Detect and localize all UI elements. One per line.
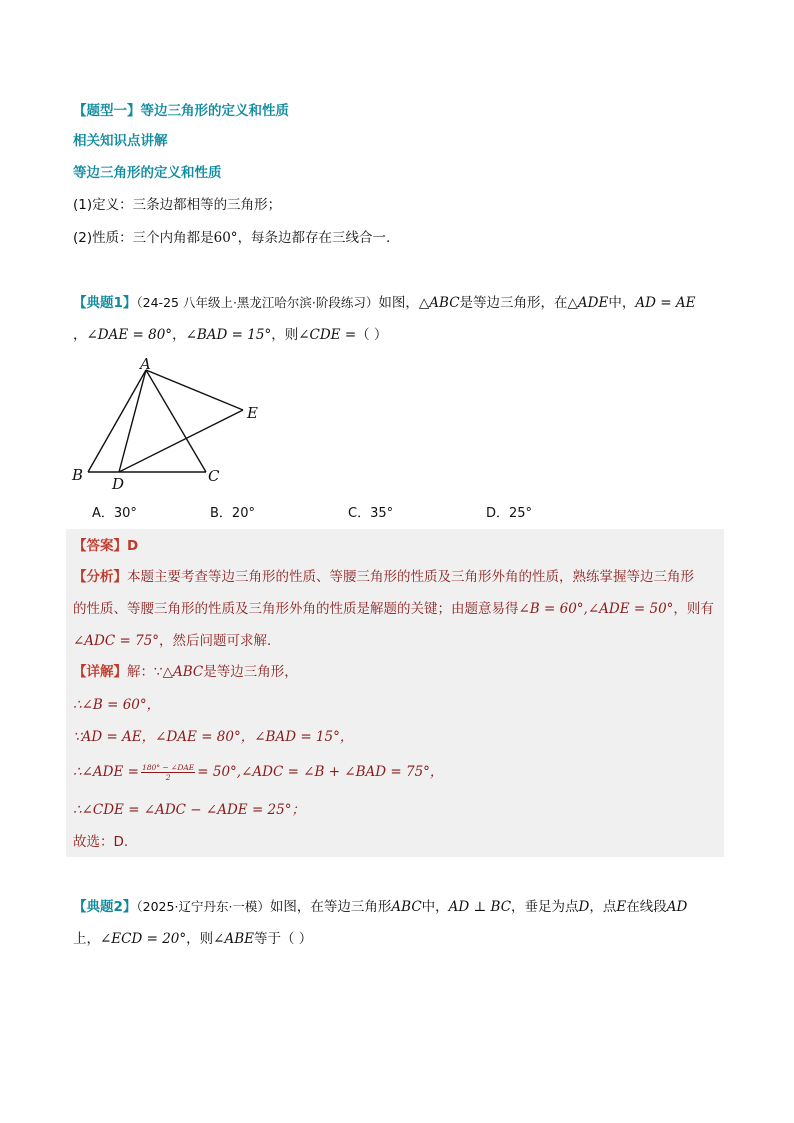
detail-line3: ∵AD = AE，∠DAE = 80°，∠BAD = 15°， [73, 729, 354, 745]
detail-fraction [141, 763, 195, 782]
definition-line: (1)定义：三条边都相等的三角形； [73, 197, 282, 213]
example2-text-2b: ，则 [186, 931, 214, 947]
example1-text-b: 是等边三角形，在 [459, 295, 568, 311]
property-line [73, 228, 390, 248]
analysis-text-2a: 的性质、等腰三角形的性质及三角形外角的性质是解题的关键；由题意易得 [73, 601, 519, 617]
analysis-math-2: ∠B = 60°,∠ADE = 50° [518, 601, 674, 617]
option-c[interactable]: C．35° [348, 506, 394, 521]
property-angle: 60° [213, 230, 238, 246]
example1-text-d: ，则 [271, 327, 299, 343]
fraction-denominator: 2 [165, 773, 171, 782]
example1-eq-ad-ae: AD = AE [635, 295, 696, 311]
detail-text-1b: 是等边三角形， [203, 664, 298, 680]
example2-text-d: ，点 [589, 899, 617, 915]
example1-triangle-abc: △ABC [418, 295, 460, 311]
detail-line5: ∴∠CDE = ∠ADC − ∠ADE = 25°； [73, 802, 305, 818]
example1-line1 [73, 293, 695, 313]
detail-tag: 【详解】 [73, 664, 127, 680]
example2-text-e: 在线段 [626, 899, 667, 915]
example2-math-perp: AD ⊥ BC [448, 899, 512, 915]
knowledge-heading: 相关知识点讲解 [73, 133, 168, 149]
example1-source: （24-25 八年级上·黑龙江哈尔滨·阶段练习） [136, 295, 379, 310]
detail-line6: 故选：D. [73, 834, 129, 850]
example1-eq-dae: ∠DAE = 80° [86, 327, 173, 343]
label-d: D [112, 475, 125, 493]
example2-text-2a: 上， [73, 931, 100, 947]
property-post: ，每条边都存在三线合一. [237, 230, 391, 246]
label-e: E [247, 404, 258, 422]
analysis-text-3: ，然后问题可求解． [159, 633, 281, 649]
example1-eq-cde: ∠CDE = [298, 327, 357, 343]
answer-line [73, 536, 138, 556]
segment-ae [146, 370, 243, 410]
analysis-text-2b: ，则有 [673, 601, 714, 617]
example1-text-a: 如图， [378, 295, 419, 311]
option-d[interactable]: D．25° [486, 506, 533, 521]
example1-triangle-ade: △ADE [567, 295, 609, 311]
detail-line1 [73, 662, 298, 682]
analysis-math-3: ∠ADC = 75° [73, 633, 160, 649]
label-b: B [72, 466, 84, 484]
example1-eq-bad: ∠BAD = 15° [185, 327, 272, 343]
example2-math-abe: ∠ABE [213, 931, 254, 947]
detail-text-1a: 解：∵ [127, 664, 163, 680]
detail-math-4a: ∴∠ADE = [73, 764, 139, 780]
analysis-text-1: 本题主要考查等边三角形的性质、等腰三角形的性质及三角形外角的性质，熟练掌握等边三角形 [127, 569, 694, 585]
example2-text-2c: 等于（ ） [254, 931, 313, 947]
label-c: C [208, 467, 220, 485]
detail-line4 [73, 762, 443, 782]
example2-line2 [73, 929, 312, 949]
section-title: 【题型一】等边三角形的定义和性质 [73, 103, 289, 119]
triangle-figure [60, 350, 280, 500]
example2-math-e: E [616, 899, 627, 915]
detail-line2: ∴∠B = 60°， [73, 697, 161, 713]
topic-heading: 等边三角形的定义和性质 [73, 165, 222, 181]
example1-tag: 【典题1】 [73, 295, 137, 311]
example2-math-d: D [578, 899, 590, 915]
answer-tag: 【答案】 [73, 538, 127, 554]
detail-math-1: △ABC [162, 664, 204, 680]
example2-math-ad: AD [666, 899, 688, 915]
example1-paren: （ ） [356, 327, 388, 343]
segment-ac [146, 370, 206, 472]
property-pre: (2)性质：三个内角都是 [73, 230, 214, 246]
analysis-tag: 【分析】 [73, 569, 127, 585]
fraction-numerator: 180° − ∠DAE [141, 763, 195, 772]
example2-source: （2025·辽宁丹东·一模） [136, 899, 270, 914]
option-a[interactable]: A．30° [92, 506, 137, 521]
example2-math-abc: ABC [391, 899, 422, 915]
analysis-line1 [73, 567, 694, 587]
example2-text-b: 中， [421, 899, 449, 915]
analysis-line3 [73, 631, 281, 651]
example1-comma: ， [73, 327, 87, 343]
example1-line2 [73, 325, 387, 345]
example2-text-a: 如图，在等边三角形 [269, 899, 392, 915]
example2-text-c: ，垂足为点 [511, 899, 579, 915]
example1-text-c: 中， [608, 295, 636, 311]
label-a: A [140, 355, 151, 373]
example2-line1 [73, 897, 687, 917]
segment-ab [88, 370, 146, 472]
detail-math-4b: = 50°,∠ADC = ∠B + ∠BAD = 75°， [197, 764, 444, 780]
answer-value: D [127, 538, 139, 554]
example2-math-ecd: ∠ECD = 20° [100, 931, 187, 947]
option-b[interactable]: B．20° [210, 506, 255, 521]
example1-sep: ， [172, 327, 186, 343]
segment-de [119, 410, 243, 472]
analysis-line2 [73, 599, 714, 619]
example2-tag: 【典题2】 [73, 899, 137, 915]
segment-ad [119, 370, 146, 472]
